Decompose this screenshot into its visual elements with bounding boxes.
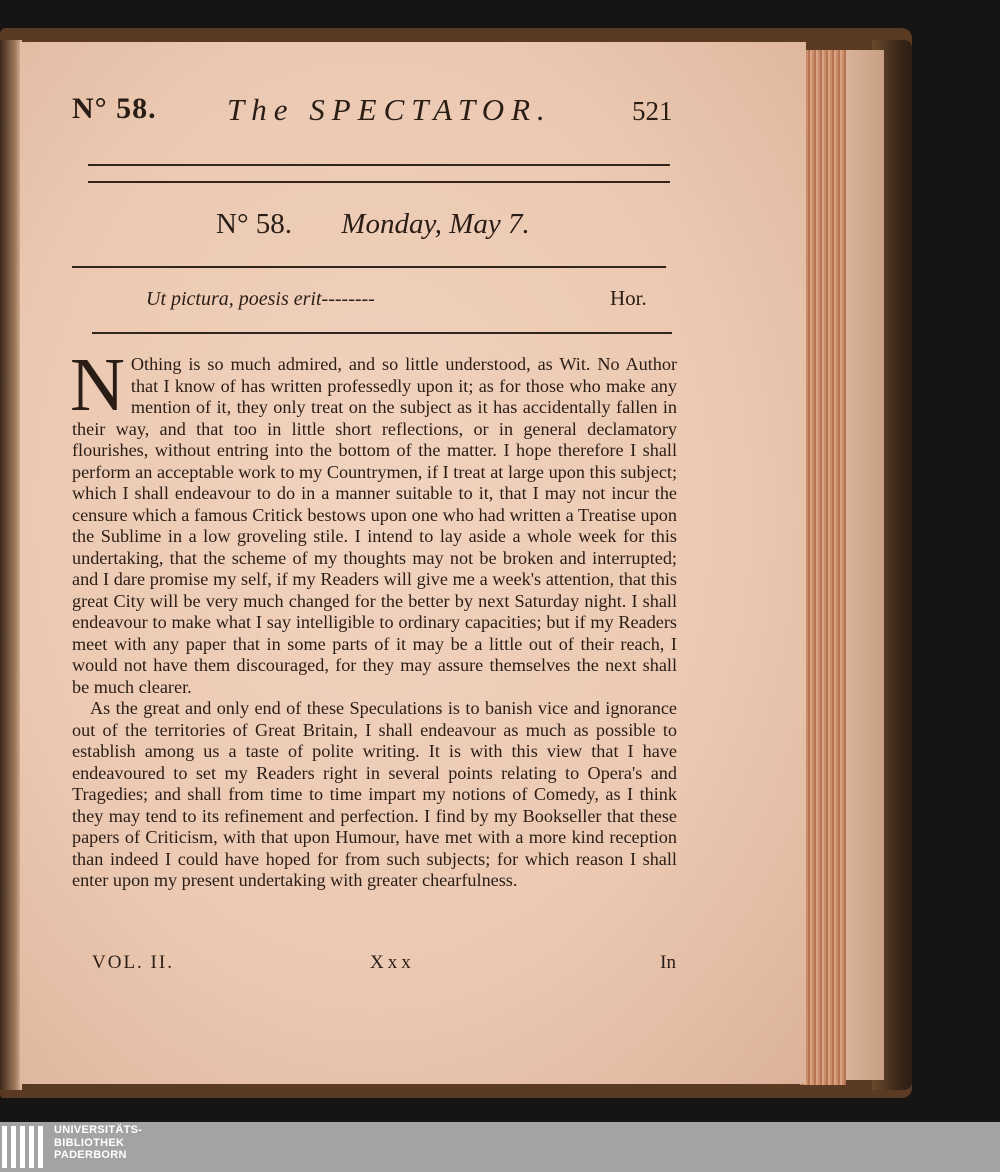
- issue-heading: [216, 208, 530, 241]
- header-issue-number: N° 58.: [72, 92, 157, 125]
- running-header: [72, 92, 682, 132]
- library-logo-line-3: PADERBORN: [54, 1149, 127, 1161]
- paragraph-1-text: Othing is so much admired, and so little understood, as Wit. No Author that I know of has written professedly upon it; as for those who make any mention of it, they only treat on the subject as it has accidentally fallen in their way, and that too in little short reflections, or in general declamatory flourishes, without entring into the bottom of the matter. I hope therefore I shall perform an acceptable work to my Countrymen, if I treat at large upon this subject; which I shall endeavour to do in a manner suitable to it, that I may not incur the censure which a famous Critick bestows upon one who had written a Treatise upon the Sublime in a low groveling stile. I intend to lay aside a whole week for this undertaking, that the scheme of my thoughts may not be broken and interrupted; and I dare promise my self, if my Readers will give me a week's attention, that this great City will be very much changed for the better by next Saturday night. I shall endeavour to make what I say intelligible to ordinary capacities; but if my Readers meet with any paper that in some parts of it may be a little out of their reach, I would not have them discouraged, for they may assure themselves the next shall be much clearer.: [72, 354, 677, 697]
- issue-rule: [72, 266, 666, 268]
- motto-rule: [92, 332, 672, 334]
- book-gutter: [0, 40, 22, 1090]
- catchword: In: [660, 952, 676, 973]
- fore-edge: [846, 50, 884, 1080]
- signature-mark: Xxx: [370, 952, 415, 973]
- library-logo-icon: [2, 1126, 46, 1168]
- issue-date: Monday, May 7.: [341, 208, 530, 240]
- volume-label: VOL. II.: [92, 952, 174, 973]
- essay-body: [70, 343, 677, 892]
- header-rule-top: [88, 164, 670, 166]
- book-page: [20, 42, 806, 1084]
- paragraph-1: [70, 343, 677, 698]
- motto: Ut pictura, poesis erit--------: [146, 288, 375, 310]
- header-rule-bottom: [88, 181, 670, 183]
- page-number: 521: [632, 96, 673, 126]
- motto-source: Hor.: [610, 286, 647, 310]
- paragraph-2: As the great and only end of these Speculations is to banish vice and ignorance out of the territories of Great Britain, I shall endeavour as much as possible to establish among us a taste of polite writing. It is with this view that I have endeavoured to set my Readers right in several points relating to Opera's and Tragedies; and shall from time to time impart my notions of Comedy, as I think they may tend to its refinement and perfection. I find by my Bookseller that these papers of Criticism, with that upon Humour, have met with a more kind reception than indeed I could have hoped for from such subjects; for which reason I shall enter upon my present undertaking with greater chearfulness.: [72, 698, 677, 890]
- library-logo-text: [54, 1124, 142, 1162]
- header-title: The SPECTATOR.: [227, 92, 552, 127]
- drop-cap: N: [70, 343, 125, 427]
- library-logo-line-1: UNIVERSITÄTS-: [54, 1124, 143, 1136]
- library-logo-line-2: BIBLIOTHEK: [54, 1136, 125, 1149]
- issue-number: N° 58.: [216, 208, 293, 240]
- library-footer-bar: [0, 1122, 1000, 1172]
- page-edge-stack: [800, 50, 846, 1085]
